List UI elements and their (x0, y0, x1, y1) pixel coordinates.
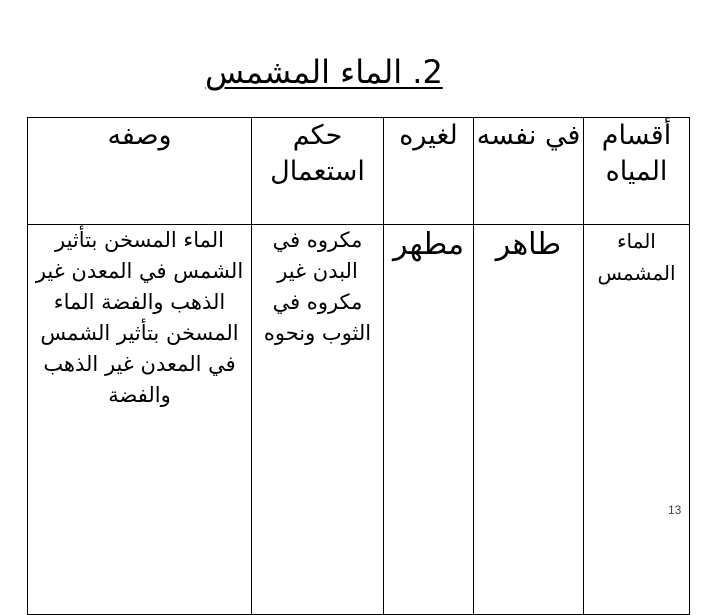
header-usage-ruling: حكم استعمال (252, 118, 384, 225)
table-row (28, 225, 690, 615)
header-for-others: لغيره (384, 118, 474, 225)
header-description: وصفه (28, 118, 252, 225)
water-types-table (27, 117, 690, 615)
cell-in-itself: طاهر (474, 225, 584, 615)
page-number: 13 (668, 503, 682, 517)
table-header-row (28, 118, 690, 225)
header-in-itself: في نفسه (474, 118, 584, 225)
slide-title: 2. الماء المشمس (205, 53, 443, 91)
cell-usage-ruling: مكروه في البدن غير مكروه في الثوب ونحوه (252, 225, 384, 615)
header-water-types: أقسام المياه (584, 118, 690, 225)
cell-description: الماء المسخن بتأثير الشمس في المعدن غير الذهب والفضة الماء المسخن بتأثير الشمس في المعدن غير الذهب والفضة (28, 225, 252, 615)
cell-water-type: الماء المشمس (584, 225, 690, 615)
cell-for-others: مطهر (384, 225, 474, 615)
